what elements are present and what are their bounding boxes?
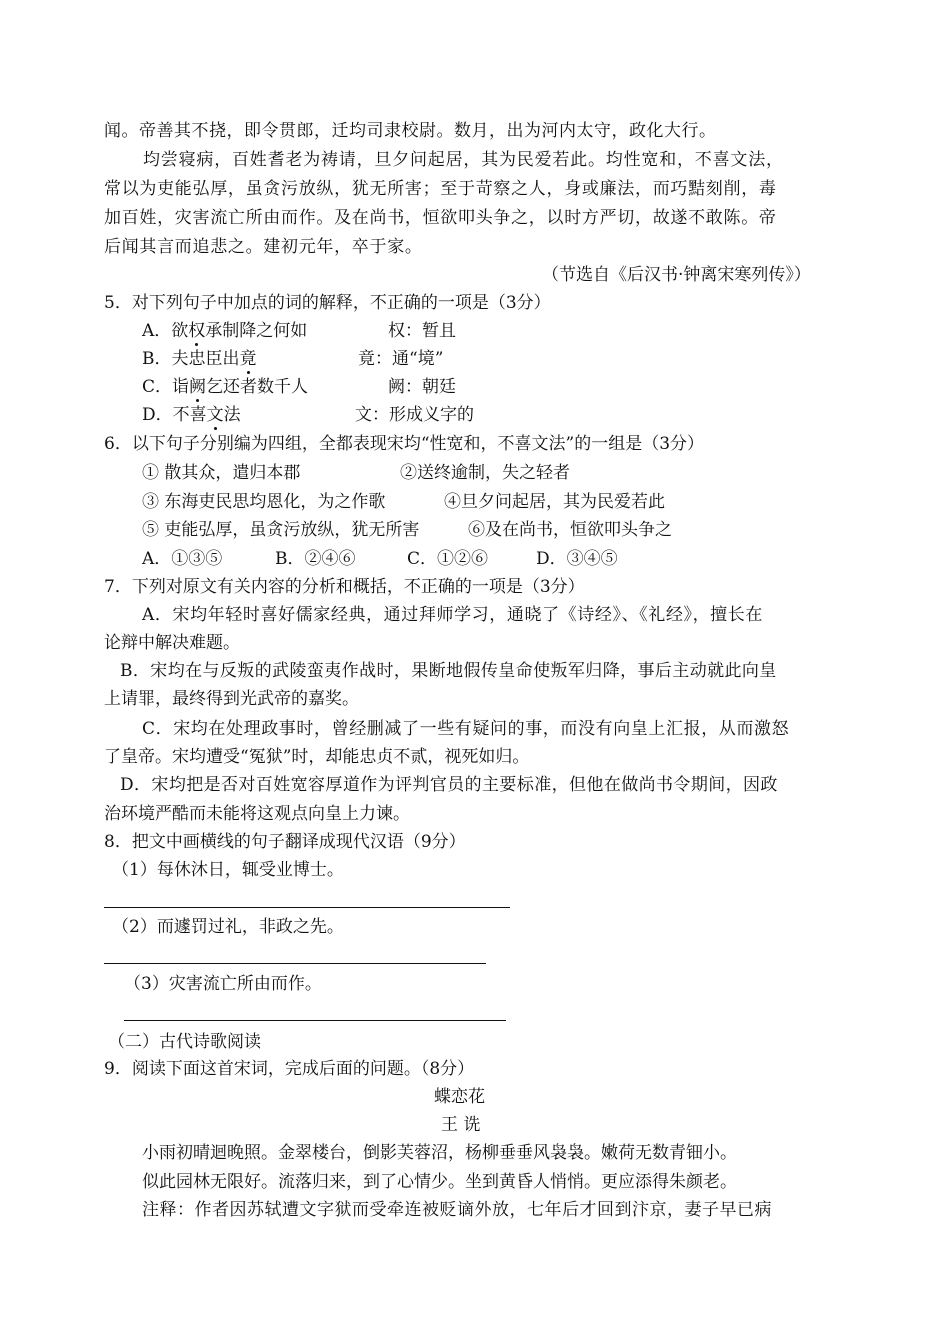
emphasized-word: 文: [206, 405, 224, 425]
question-8-stem: 8．把文中画横线的句子翻译成现代汉语（9分）: [104, 832, 466, 852]
q5-gloss-b: 竟：通“境”: [358, 349, 444, 369]
emphasized-word: 竟: [239, 349, 257, 369]
option-label: B．: [142, 349, 172, 369]
q5-option-c: [142, 376, 308, 398]
passage-line: 均尝寝病，百姓耆老为祷请，旦夕问起居，其为民爱若此。均性宽和，不喜文法，: [143, 150, 784, 170]
q5-option-d: [142, 404, 241, 426]
poem-author: 王 诜: [441, 1115, 481, 1135]
q5-gloss-c: 阙：朝廷: [388, 377, 456, 397]
q8-sentence-2: （2）而遽罚过礼，非政之先。: [112, 917, 344, 937]
q6-choice-b: B．②④⑥: [275, 549, 356, 569]
passage-line: 加百姓，灾害流亡所由而作。及在尚书，恒欲叩头争之，以时方严切，故遂不敢陈。帝: [104, 208, 777, 228]
q7-option-a-cont: 论辩中解决难题。: [104, 633, 240, 653]
poem-title: 蝶恋花: [434, 1087, 485, 1107]
q6-item: ⑥及在尚书，恒欲叩头争之: [468, 520, 672, 540]
q6-item: ① 散其众，遣归本郡: [142, 463, 301, 483]
q7-option-c: C．宋均在处理政事时，曾经删减了一些有疑问的事，而没有向皇上汇报，从而激怒: [142, 719, 790, 739]
sentence-text: 不喜: [172, 405, 207, 425]
answer-line-1[interactable]: [104, 907, 510, 908]
question-6-stem: 6．以下句子分别编为四组，全都表现宋均“性宽和，不喜文法”的一组是（3分）: [104, 434, 705, 454]
q7-option-b-cont: 上请罪，最终得到光武帝的嘉奖。: [104, 689, 359, 709]
passage-line: 常以为吏能弘厚，虽贪污放纵，犹无所害；至于苛察之人，身或廉法，而巧黠刻削，毒: [104, 179, 777, 199]
option-label: A．: [142, 321, 172, 341]
q6-item: ⑤ 吏能弘厚，虽贪污放纵，犹无所害: [142, 520, 420, 540]
q5-option-a: [142, 320, 307, 342]
q5-option-b: [142, 348, 257, 370]
sentence-text: 欲: [171, 321, 189, 341]
q8-sentence-1: （1）每休沐日，辄受业博士。: [112, 860, 344, 880]
q6-choice-c: C．①②⑥: [407, 549, 489, 569]
q6-choice-a: A．①③⑤: [142, 549, 223, 569]
option-label: C．: [142, 377, 173, 397]
question-5-stem: 5．对下列句子中加点的词的解释，不正确的一项是（3分）: [104, 293, 551, 313]
section-heading: （二）古代诗歌阅读: [108, 1032, 261, 1052]
option-label: D．: [142, 405, 173, 425]
sentence-text: 乞还者数千人: [206, 377, 309, 397]
sentence-text: 承制降之何如: [205, 321, 308, 341]
sentence-text: 法: [223, 405, 241, 425]
q7-option-b: B．宋均在与反叛的武陵蛮夷作战时，果断地假传皇命使叛军归降，事后主动就此向皇: [120, 661, 777, 681]
q8-sentence-3: （3）灾害流亡所由而作。: [124, 974, 322, 994]
answer-line-2[interactable]: [104, 963, 486, 964]
sentence-text: 夫忠臣出: [171, 349, 240, 369]
emphasized-word: 权: [188, 321, 206, 341]
q6-item: ②送终逾制，失之轻者: [400, 463, 570, 483]
q6-item: ④旦夕问起居，其为民爱若此: [444, 492, 665, 512]
q5-gloss-a: 权：暂且: [388, 321, 456, 341]
source-citation: （节选自《后汉书·钟离宋寒列传》）: [542, 265, 811, 285]
poem-line: 小雨初晴迴晚照。金翠楼台，倒影芙蓉沼，杨柳垂垂风袅袅。嫩荷无数青钿小。: [142, 1143, 737, 1163]
poem-line: 似此园林无限好。流落归来，到了心情少。坐到黄昏人悄悄。更应添得朱颜老。: [142, 1172, 737, 1192]
emphasized-word: 阙: [189, 377, 207, 397]
question-9-stem: 9．阅读下面这首宋词，完成后面的问题。（8分）: [104, 1059, 475, 1079]
question-7-stem: 7．下列对原文有关内容的分析和概括，不正确的一项是（3分）: [104, 577, 585, 597]
passage-line: 闻。帝善其不挠，即令贯郎，迁均司隶校尉。数月，出为河内太守，政化大行。: [104, 121, 717, 141]
passage-line: 后闻其言而追悲之。建初元年，卒于家。: [104, 237, 423, 257]
q6-choice-d: D．③④⑤: [536, 549, 618, 569]
poem-note: 注释：作者因苏轼遭文字狱而受牵连被贬谪外放，七年后才回到汴京，妻子早已病: [142, 1200, 772, 1220]
q7-option-d: D．宋均把是否对百姓宽容厚道作为评判官员的主要标准，但他在做尚书令期间，因政: [120, 775, 778, 795]
q7-option-d-cont: 治环境严酷而未能将这观点向皇上力谏。: [104, 804, 410, 824]
q7-option-a: A．宋均年轻时喜好儒家经典，通过拜师学习，通晓了《诗经》、《礼经》，擅长在: [142, 605, 763, 625]
q5-gloss-d: 文：形成义字的: [355, 405, 474, 425]
answer-line-3[interactable]: [124, 1020, 506, 1021]
q6-item: ③ 东海吏民思均恩化，为之作歌: [142, 492, 386, 512]
sentence-text: 诣: [172, 377, 190, 397]
q7-option-c-cont: 了皇帝。宋均遭受“冤狱”时，却能忠贞不贰，视死如归。: [104, 747, 530, 767]
